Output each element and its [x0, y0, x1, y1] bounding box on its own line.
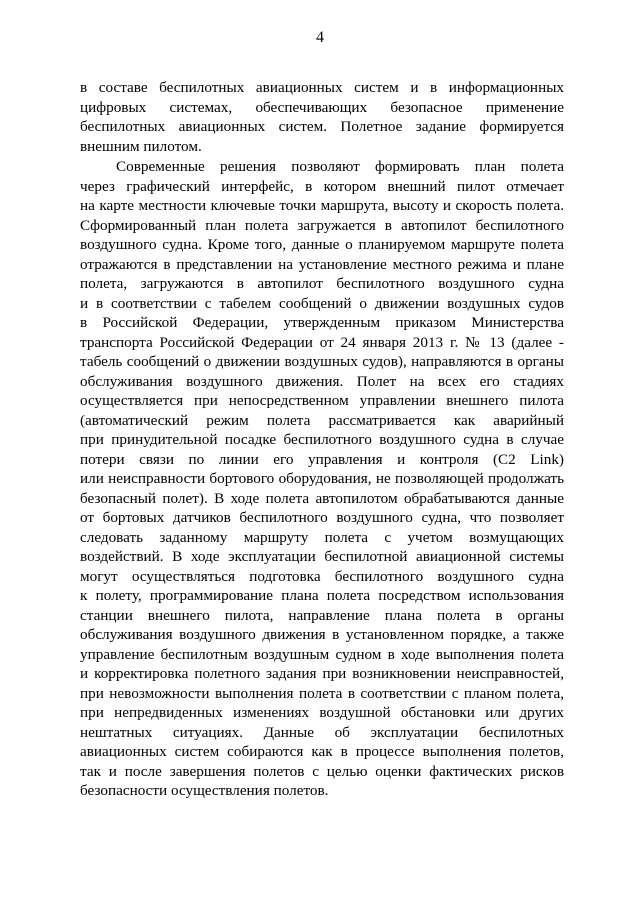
text-line: при невозможности выполнения полета в соответствии с планом полета,: [80, 684, 564, 702]
text-line: табель сообщений о движении воздушных судов), направляются в органы: [80, 353, 564, 370]
text-line: транспорта Российской Федерации от 24 января 2013 г. № 13 (далее -: [80, 333, 564, 351]
text-line: в Российской Федерации, утвержденным приказом Министерства: [80, 314, 564, 331]
text-line: отражаются в представлении на установление местного режима и плане: [80, 255, 564, 273]
text-line: к полету, программирование плана полета посредством использования: [80, 587, 564, 604]
paragraph-2: [80, 157, 564, 801]
text-line: нештатных ситуациях. Данные об эксплуатации беспилотных: [80, 723, 564, 741]
page-number: 4: [316, 29, 324, 46]
text-line: могут осуществляться подготовка беспилотного воздушного судна: [80, 567, 564, 585]
text-line: беспилотных авиационных систем. Полетное задание формируется: [80, 118, 564, 135]
text-line: управление беспилотным воздушным судном в ходе выполнения полета: [80, 645, 564, 663]
text-line: при принудительной посадке беспилотного воздушного судна в случае: [80, 431, 564, 448]
text-line: так и после завершения полетов с целью оценки фактических рисков: [80, 762, 564, 780]
text-line: от бортовых датчиков беспилотного воздушного судна, что позволяет: [80, 509, 564, 526]
text-line: цифровых системах, обеспечивающих безопасное применение: [80, 98, 564, 116]
text-line: Сформированный план полета загружается в автопилот беспилотного: [80, 216, 564, 234]
text-line: и корректировка полетного задания при возникновении неисправностей,: [80, 665, 564, 682]
text-line: через графический интерфейс, в котором внешний пилот отмечает: [80, 177, 564, 195]
text-line: потери связи по линии его управления и контроля (C2 Link): [80, 450, 564, 468]
text-line: следовать заданному маршруту полета с учетом возмущающих: [80, 528, 564, 546]
text-line: полета, загружаются в автопилот беспилотного воздушного судна: [80, 275, 564, 292]
text-line: внешним пилотом.: [80, 137, 202, 155]
text-line: на карте местности ключевые точки маршрута, высоту и скорость полета.: [80, 197, 564, 214]
text-line: осуществляется при непосредственном управлении внешнего пилота: [80, 392, 564, 409]
text-line: и в соответствии с табелем сообщений о движении воздушных судов: [80, 294, 564, 312]
text-line: обслуживания воздушного движения в установленном порядке, а также: [80, 626, 564, 643]
paragraph-1: [80, 78, 564, 156]
text-line: авиационных систем собираются как в процессе выполнения полетов,: [80, 743, 564, 760]
text-line: при непредвиденных изменениях воздушной обстановки или других: [80, 704, 564, 721]
text-line: (автоматический режим полета рассматривается как аварийный: [80, 411, 564, 429]
text-line: воздушного судна. Кроме того, данные о планируемом маршруте полета: [80, 236, 564, 253]
text-line: безопасный полет). В ходе полета автопилотом обрабатываются данные: [80, 489, 564, 507]
text-line: в составе беспилотных авиационных систем и в информационных: [80, 79, 564, 96]
text-line: или неисправности бортового оборудования, не позволяющей продолжать: [80, 470, 564, 487]
text-line: Современные решения позволяют формировать план полета: [116, 158, 564, 175]
text-line: обслуживания воздушного движения. Полет на всех его стадиях: [80, 372, 564, 390]
text-line: безопасности осуществления полетов.: [80, 782, 329, 799]
text-line: станции внешнего пилота, направление плана полета в органы: [80, 606, 564, 624]
text-line: воздействий. В ходе эксплуатации беспилотной авиационной системы: [80, 548, 564, 565]
